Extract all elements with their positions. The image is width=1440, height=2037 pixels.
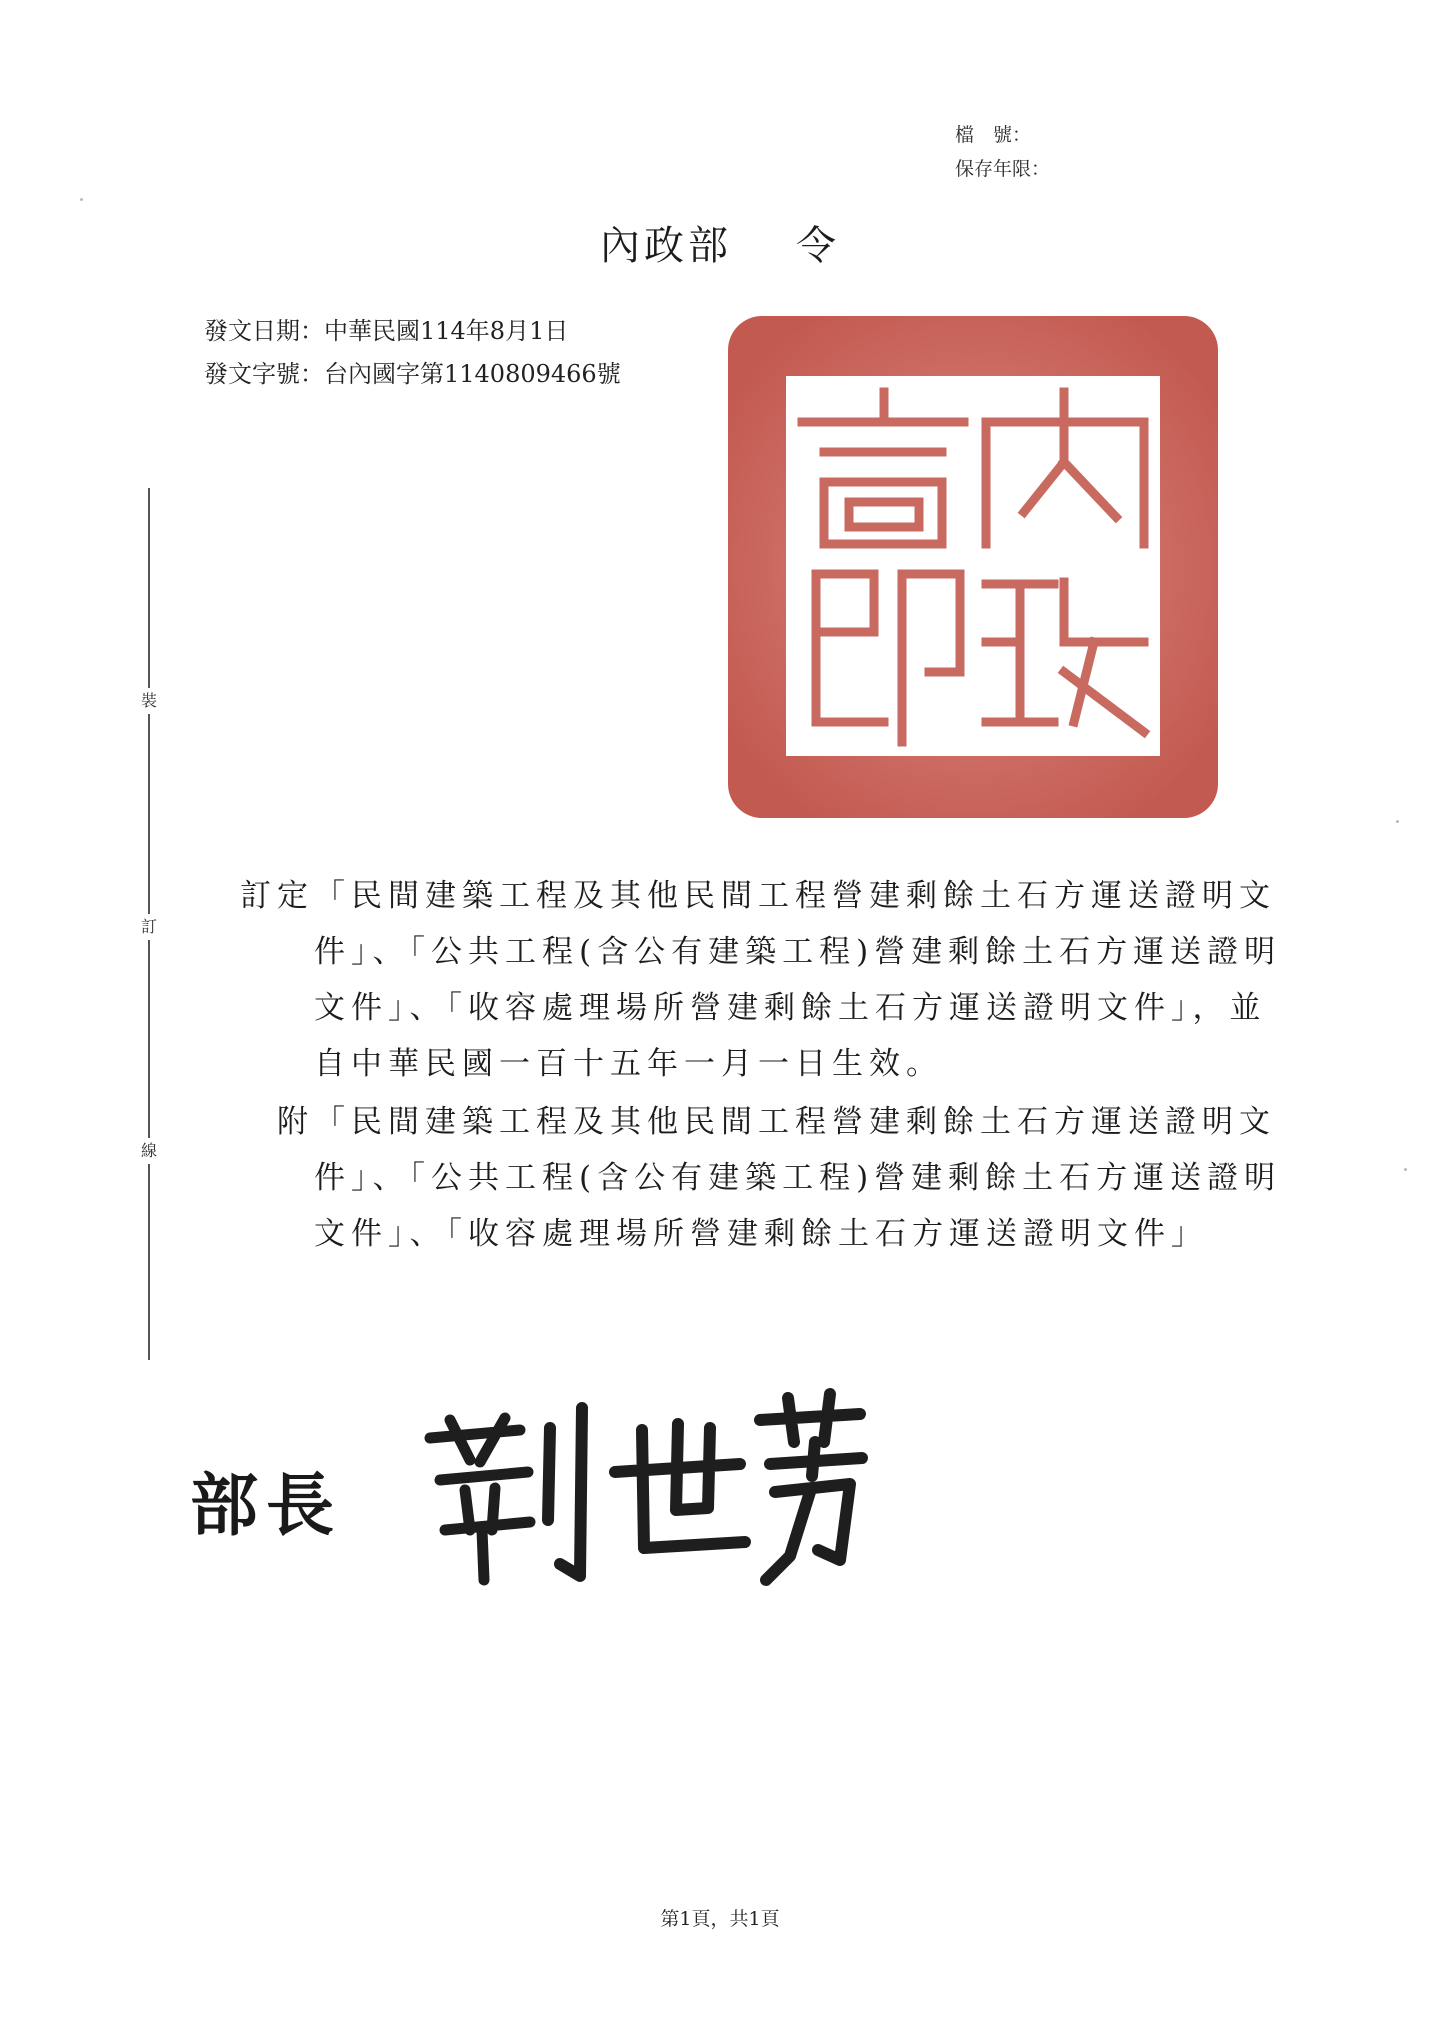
- binding-char-line: 線: [138, 1138, 160, 1164]
- filing-info: [955, 118, 1050, 186]
- seal-graphic: [724, 312, 1222, 822]
- official-seal: [724, 312, 1222, 822]
- issue-date: 發文日期：中華民國114年8月1日: [204, 317, 569, 345]
- paragraph-lead: 訂定: [240, 878, 314, 914]
- agency-name: 內政部: [600, 223, 732, 269]
- file-number-label: 檔 號：: [955, 124, 1032, 146]
- minister-title: 部長: [190, 1466, 343, 1546]
- order-paragraph: [202, 868, 1282, 1092]
- retention-label: 保存年限：: [955, 158, 1051, 180]
- signature-calligraphy: [410, 1380, 870, 1590]
- attachment-paragraph: [202, 1094, 1282, 1262]
- order-body: [202, 868, 1282, 1264]
- binding-char-staple: 訂: [138, 914, 160, 940]
- issue-meta: [204, 310, 621, 396]
- binding-char-bind: 裝: [138, 688, 160, 714]
- paragraph-text: 「民間建築工程及其他民間工程營建剩餘土石方運送證明文件」、「公共工程(含公有建築工程)營建剩餘土石方運送證明文件」、「收容處理場所營建剩餘土石方運送證明文件」，並自中華民國一百十五年一月一日生效。: [314, 878, 1282, 1082]
- document-title: [0, 214, 1440, 271]
- attachment-lead: 附: [277, 1104, 314, 1140]
- issue-number: 發文字號：台內國字第1140809466號: [204, 360, 621, 388]
- scan-speck: [80, 198, 83, 201]
- attachment-text: 「民間建築工程及其他民間工程營建剩餘土石方運送證明文件」、「公共工程(含公有建築工程)營建剩餘土石方運送證明文件」、「收容處理場所營建剩餘土石方運送證明文件」: [314, 1104, 1282, 1252]
- page-number: 第1頁，共1頁: [660, 1908, 780, 1930]
- scan-speck: [1396, 820, 1399, 823]
- scan-speck: [1404, 1168, 1407, 1171]
- retention-row: [955, 152, 1050, 186]
- minister-signature: [190, 1380, 870, 1590]
- file-number-row: [955, 118, 1050, 152]
- document-type: 令: [796, 223, 840, 269]
